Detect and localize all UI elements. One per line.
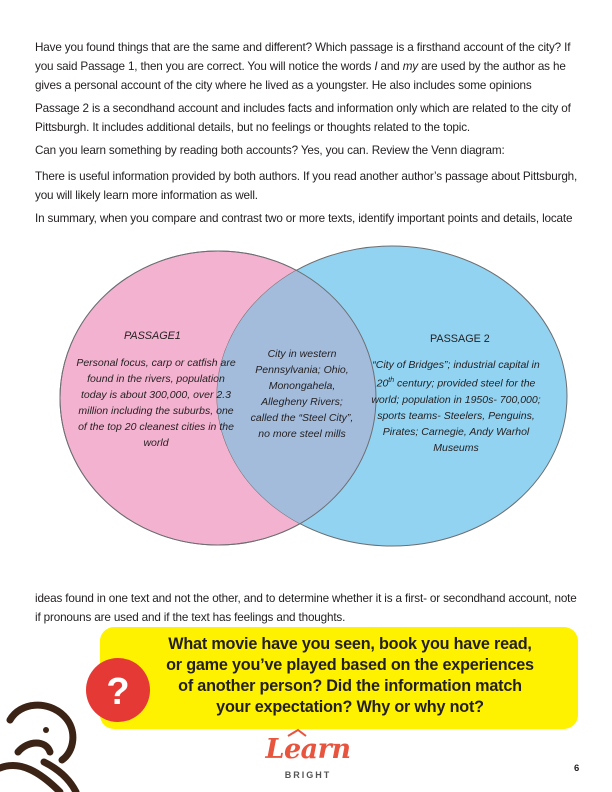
paragraph-review: Can you learn something by reading both accounts? Yes, you can. Review the Venn diagram: xyxy=(35,144,505,157)
logo-wordmark: Learn xyxy=(265,734,351,765)
p1-text-a: Have you found things that are the same and different? Which passage is a firsthand account of the city? If you said Passage 1, then you are correct. You will notice the words xyxy=(35,41,571,73)
paragraph-summary-start: In summary, when you compare and contrast two or more texts, identify important points and details, locate xyxy=(35,212,573,225)
question-mark-glyph: ? xyxy=(106,671,130,713)
venn-left-text: Personal focus, carp or catfish are found in the rivers, population today is about 300,000, over 2.3 million including the suburbs, one of the top 20 cleanest cities in the world xyxy=(76,357,236,449)
venn-left-title: PASSAGE1 xyxy=(124,330,181,342)
p1-em-my: my xyxy=(402,60,418,73)
p1-text-c: are used by the author as he gives a personal account of the city where he lived as a youngster. He also includes some opinions xyxy=(35,60,566,92)
right-text-a: “City of Bridges”; industrial capital in 20 xyxy=(372,359,540,390)
p1-em-i: I xyxy=(374,60,378,73)
learn-bright-logo xyxy=(240,728,370,786)
page-number: 6 xyxy=(574,763,580,774)
mascot-illustration xyxy=(0,600,170,792)
venn-middle-text: City in western Pennsylvania; Ohio, Monongahela, Allegheny Rivers; called the “Steel City”, no more steel mills xyxy=(250,348,354,440)
thinking-person-icon xyxy=(0,705,76,792)
logo-subtitle: BRIGHT xyxy=(284,770,332,780)
right-text-sup: th xyxy=(388,377,395,384)
venn-right-text xyxy=(368,357,544,456)
right-text-b: century; provided steel for the world; population in 1950s- 700,000; sports teams- Steelers, Penguins, Pirates; Carnegie, Andy Warhol Museums xyxy=(371,377,541,454)
venn-right-title: PASSAGE 2 xyxy=(430,333,490,345)
p1-text-b: and xyxy=(377,60,403,73)
paragraph-summary-end: ideas found in one text and not the other, and to determine whether it is a first- or secondhand account, note if pronouns are used and if the text has feelings and thoughts. xyxy=(35,592,577,624)
callout-question: What movie have you seen, book you have read, or game you’ve played based on the experiences of another person? Did the information match your expectation? Why or why not? xyxy=(166,635,534,716)
paragraph-useful-info: There is useful information provided by both authors. If you read another author’s passage about Pittsburgh, you will likely learn more information as well. xyxy=(35,170,578,202)
paragraph-secondhand: Passage 2 is a secondhand account and includes facts and information only which are related to the city of Pittsburgh. It includes additional details, but no feelings or thoughts related to the topic. xyxy=(35,102,571,134)
